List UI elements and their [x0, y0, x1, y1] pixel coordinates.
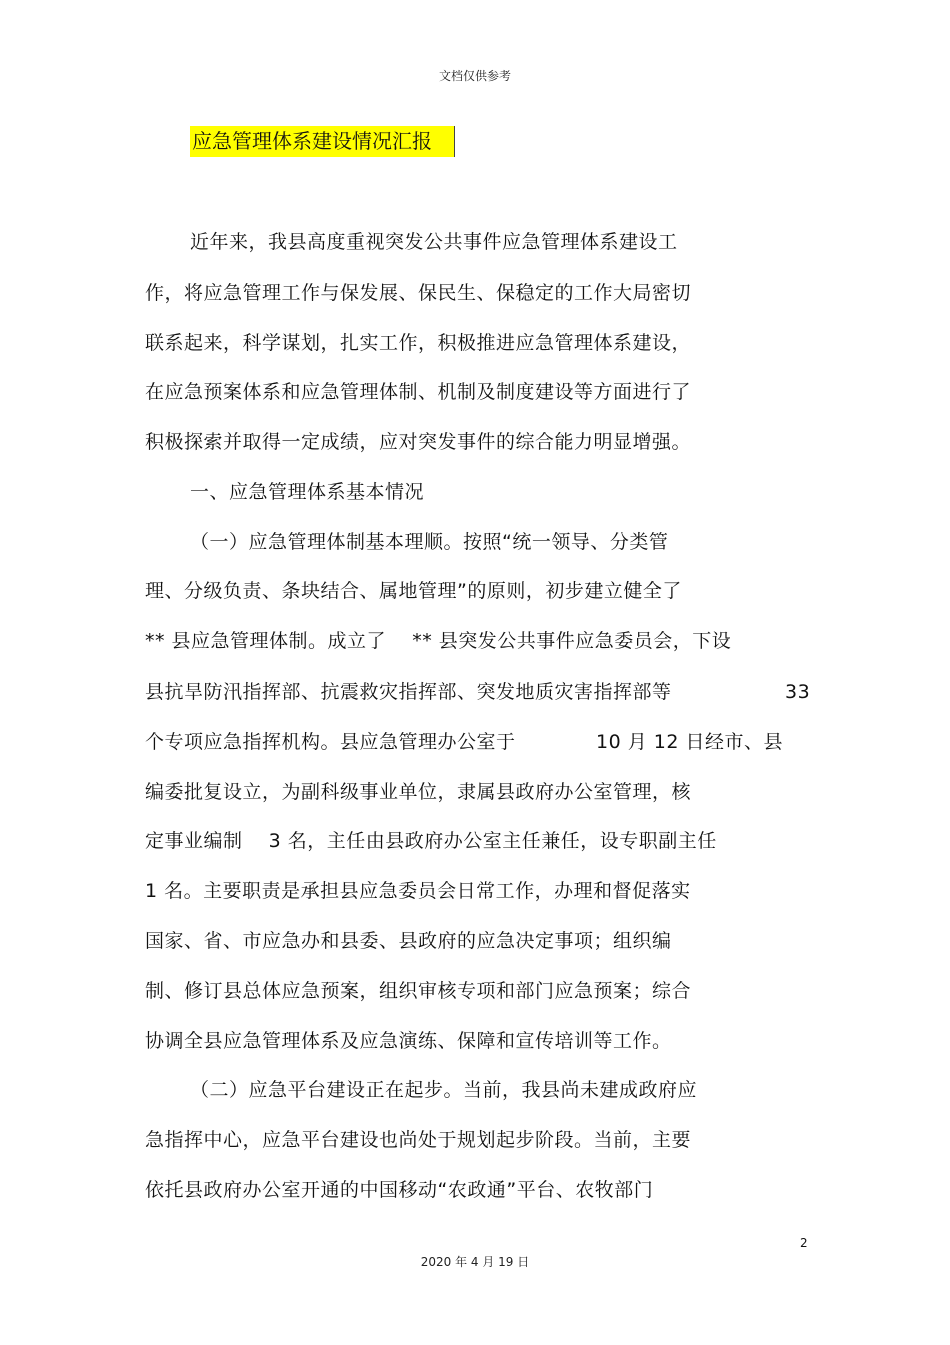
body-line: 近年来，我县高度重视突发公共事件应急管理体系建设工 [190, 231, 678, 253]
body-line: 联系起来，科学谋划，扎实工作，积极推进应急管理体系建设， [145, 332, 692, 354]
body-line: 急指挥中心，应急平台建设也尚处于规划起步阶段。当前，主要 [145, 1129, 692, 1151]
body-line: 编委批复设立，为副科级事业单位，隶属县政府办公室管理，核 [145, 781, 692, 803]
body-line: 依托县政府办公室开通的中国移动“农政通”平台、农牧部门 [145, 1179, 654, 1201]
section-heading: 一、应急管理体系基本情况 [190, 481, 425, 503]
page-header: 文档仅供参考 [438, 69, 511, 83]
body-line: 10 月 12 日经市、县 [596, 731, 783, 753]
body-line: 协调全县应急管理体系及应急演练、保障和宣传培训等工作。 [145, 1030, 672, 1052]
body-line: 个专项应急指挥机构。县应急管理办公室于 [145, 731, 516, 753]
page-number: 2 [800, 1236, 808, 1250]
body-line: 定事业编制 3 名，主任由县政府办公室主任兼任，设专职副主任 [145, 830, 717, 852]
body-line: ** 县应急管理体制。成立了 ** 县突发公共事件应急委员会，下设 [145, 630, 732, 652]
body-line: 县抗旱防汛指挥部、抗震救灾指挥部、突发地质灾害指挥部等 [145, 681, 672, 703]
body-line: （一）应急管理体制基本理顺。按照“统一领导、分类管 [190, 531, 669, 553]
body-line: 作，将应急管理工作与保发展、保民生、保稳定的工作大局密切 [145, 282, 692, 304]
document-title: 应急管理体系建设情况汇报 [190, 126, 455, 157]
body-line: （二）应急平台建设正在起步。当前，我县尚未建成政府应 [190, 1079, 698, 1101]
body-line: 国家、省、市应急办和县委、县政府的应急决定事项；组织编 [145, 930, 672, 952]
body-line: 1 名。主要职责是承担县应急委员会日常工作，办理和督促落实 [145, 880, 691, 902]
page-footer-date: 2020 年 4 月 19 日 [420, 1255, 530, 1269]
body-number: 33 [785, 681, 811, 703]
body-line: 积极探索并取得一定成绩，应对突发事件的综合能力明显增强。 [145, 431, 692, 453]
body-line: 理、分级负责、条块结合、属地管理”的原则，初步建立健全了 [145, 580, 682, 602]
body-line: 在应急预案体系和应急管理体制、机制及制度建设等方面进行了 [145, 381, 692, 403]
body-line: 制、修订县总体应急预案，组织审核专项和部门应急预案；综合 [145, 980, 692, 1002]
